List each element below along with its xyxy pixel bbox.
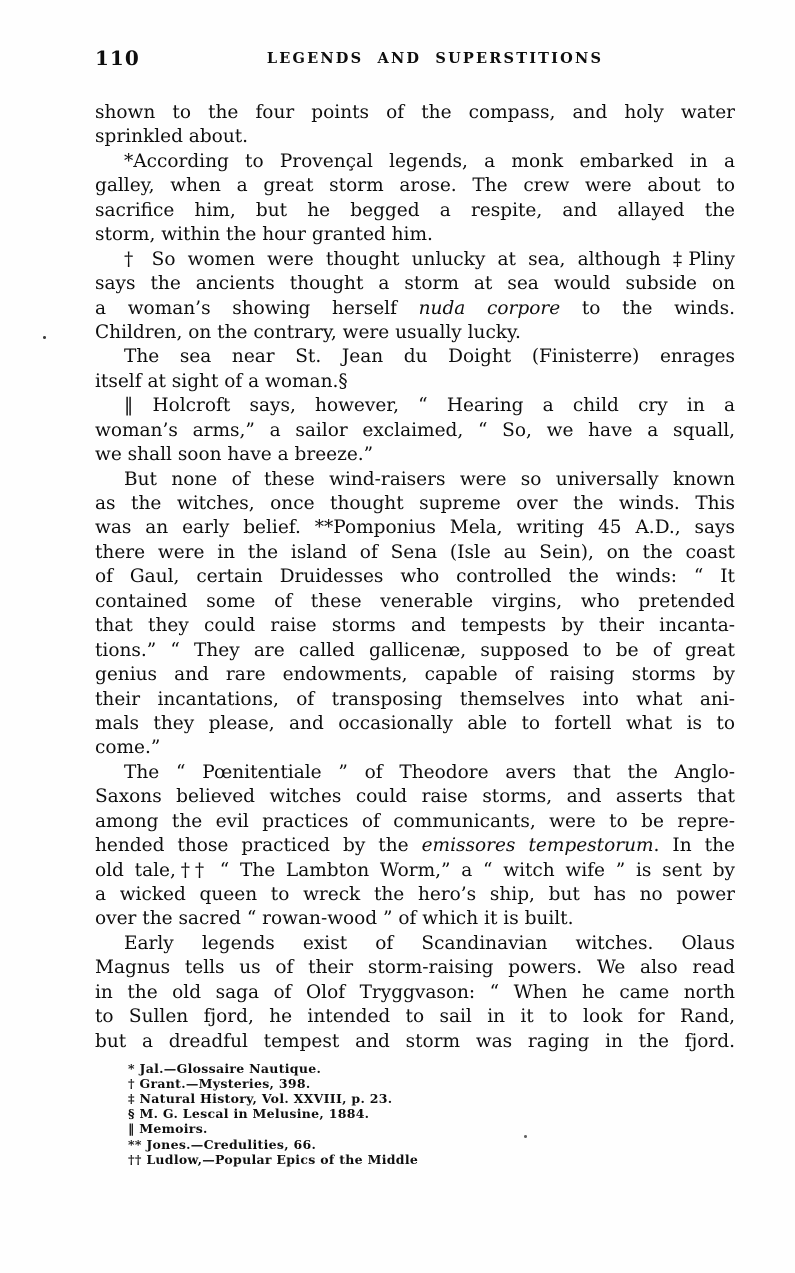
paragraph <box>95 394 735 467</box>
text-line: ‖ Holcroft says, however, “ Hearing a child cry in a <box>124 395 735 417</box>
text-line: Children, on the contrary, were usually lucky. <box>95 321 521 343</box>
text-line: galley, when a great storm arose. The crew were about to <box>95 175 735 197</box>
text-line: Magnus tells us of their storm-raising powers. We also read <box>95 957 735 979</box>
text-line: in the old saga of Olof Tryggvason: “ When he came north <box>95 981 735 1003</box>
text-line: hended those practiced by the emissores tempestorum. In the <box>95 835 735 857</box>
text-line: But none of these wind-raisers were so universally known <box>124 468 735 490</box>
text-line: mals they please, and occasionally able to fortell what is to <box>95 712 735 734</box>
body-text <box>95 101 735 1054</box>
text-line: says the ancients thought a storm at sea would subside on <box>95 273 735 295</box>
text-line: a wicked queen to wreck the hero’s ship, but has no power <box>95 884 735 905</box>
text-line: The “ Pœnitentiale ” of Theodore avers that the Anglo- <box>124 761 735 783</box>
text-line: old tale,†† “ The Lambton Worm,” a “ witch wife ” is sent by <box>95 859 735 881</box>
paragraph <box>95 468 735 761</box>
text-line: to Sullen fjord, he intended to sail in it to look for Rand, <box>95 1006 735 1028</box>
text-line: but a dreadful tempest and storm was raging in the fjord. <box>95 1030 735 1052</box>
paragraph <box>95 761 735 932</box>
text-line: storm, within the hour granted him. <box>95 224 433 246</box>
paragraph <box>95 345 735 394</box>
scan-speck <box>43 336 46 339</box>
text-line: genius and rare endowments, capable of raising storms by <box>95 664 735 686</box>
footnote-line: †† Ludlow,—Popular Epics of the Middle <box>128 1151 419 1167</box>
footnote-line: ** Jones.—Credulities, 66. <box>128 1136 317 1152</box>
text-line: their incantations, of transposing themselves into what ani- <box>95 688 735 710</box>
paragraph <box>95 101 735 150</box>
text-line: contained some of these venerable virgins, who pretended <box>95 590 735 612</box>
footnote-line: † Grant.—Mysteries, 398. <box>128 1076 311 1092</box>
text-line: sacrifice him, but he begged a respite, and allayed the <box>95 199 735 221</box>
text-line: tions.” “ They are called gallicenæ, supposed to be of great <box>95 639 735 661</box>
text-line: was an early belief. **Pomponius Mela, writing 45 A.D., says <box>95 517 735 539</box>
text-line: woman’s arms,” a sailor exclaimed, “ So, we have a squall, <box>95 419 735 441</box>
text-line: of Gaul, certain Druidesses who controlled the winds: “ It <box>95 566 735 588</box>
text-line: sprinkled about. <box>95 126 249 148</box>
footnote-line: * Jal.—Glossaire Nautique. <box>128 1061 322 1077</box>
paragraph <box>95 150 735 248</box>
footnote-line: ‡ Natural History, Vol. XXVIII, p. 23. <box>128 1091 393 1107</box>
text-line: there were in the island of Sena (Isle au Sein), on the coast <box>95 541 735 563</box>
footnotes <box>95 1061 735 1167</box>
text-line: itself at sight of a woman.§ <box>95 370 348 392</box>
text-line: † So women were thought unlucky at sea, although ‡Pliny <box>124 248 735 270</box>
text-line: that they could raise storms and tempests by their incanta- <box>95 615 735 637</box>
text-line: come.” <box>95 737 161 759</box>
text-line: shown to the four points of the compass, and holy water <box>95 102 735 123</box>
text-line: as the witches, once thought supreme over the winds. This <box>95 493 735 514</box>
text-line: over the sacred “ rowan-wood ” of which it is built. <box>95 908 574 930</box>
text-line: we shall soon have a breeze.” <box>95 444 374 466</box>
paragraph <box>95 932 735 1054</box>
page-header <box>95 46 735 72</box>
text-line: among the evil practices of communicants, were to be repre- <box>95 810 735 832</box>
paragraph <box>95 248 735 346</box>
text-line: Early legends exist of Scandinavian witches. Olaus <box>124 932 735 954</box>
footnote-line: ‖ Memoirs. <box>128 1121 208 1137</box>
scan-speck <box>524 1135 527 1138</box>
text-line: a woman’s showing herself nuda corpore to the winds. <box>95 297 735 319</box>
text-line: Saxons believed witches could raise storms, and asserts that <box>95 786 735 808</box>
running-header: LEGENDS AND SUPERSTITIONS <box>266 50 604 67</box>
text-line: The sea near St. Jean du Doight (Finisterre) enrages <box>124 346 735 368</box>
text-line: *According to Provençal legends, a monk embarked in a <box>124 150 735 172</box>
footnote-line: § M. G. Lescal in Melusine, 1884. <box>128 1106 370 1122</box>
page-number: 110 <box>95 46 140 70</box>
